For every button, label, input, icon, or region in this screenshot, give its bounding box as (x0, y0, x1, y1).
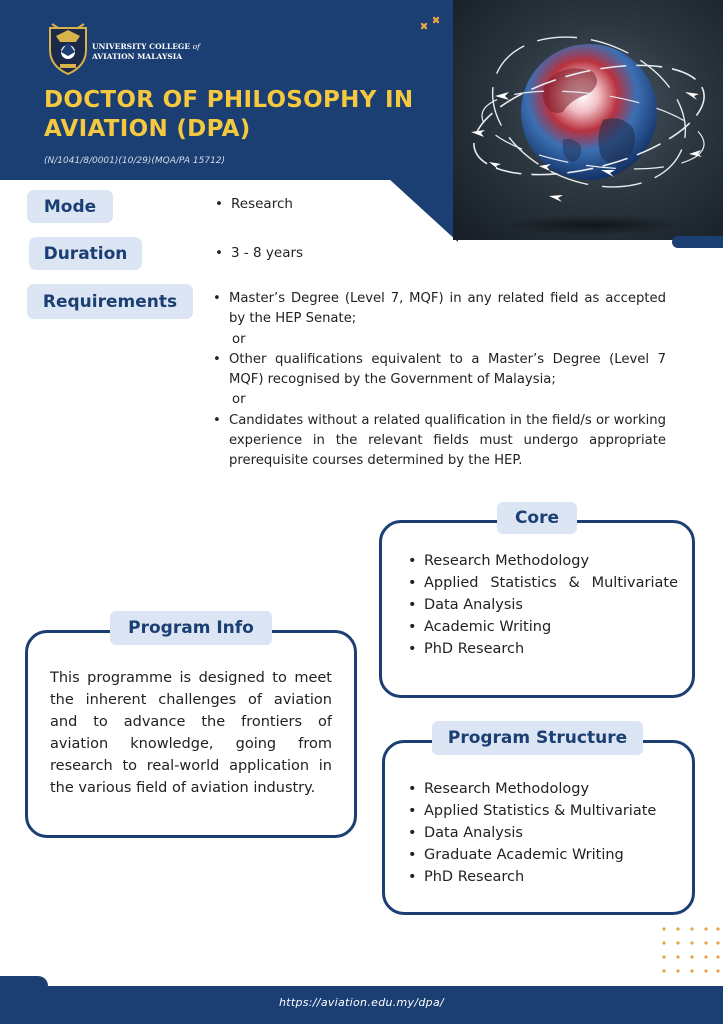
institution-name (92, 42, 232, 62)
program-info-title: Program Info (110, 611, 272, 645)
list-item: • 3 - 8 years (215, 245, 303, 261)
list-item: • PhD Research (408, 866, 688, 888)
list-item: • Other qualifications equivalent to a Master’s Degree (Level 7 MQF) recognised by the Government of Malaysia; (213, 350, 666, 391)
program-structure-title: Program Structure (432, 721, 643, 755)
title-line2: AVIATION (DPA) (44, 116, 251, 142)
institution-of: of (192, 42, 200, 51)
dot-grid-decoration (660, 925, 720, 975)
footer-url-link[interactable]: https://aviation.edu.my/dpa/ (278, 996, 444, 1009)
list-item: • Candidates without a related qualification in the field/s or working experience in the relevant fields must undergo appropriate prerequisite courses determined by the HEP. (213, 411, 666, 472)
program-info-text: This programme is designed to meet the inherent challenges of aviation and to advance the frontiers of aviation knowledge, going from research to real-world application in the various field of aviation industry. (50, 670, 332, 796)
requirements-label: Requirements (27, 284, 193, 319)
or-separator: or (232, 392, 246, 408)
list-item: • Research Methodology (408, 550, 678, 572)
list-item: • Research Methodology (408, 778, 688, 800)
or-separator: or (232, 331, 246, 347)
program-structure-list (408, 778, 688, 888)
crest-logo-icon (46, 22, 90, 76)
list-item: • Academic Writing (408, 616, 678, 638)
list-item: • Research (215, 196, 293, 212)
institution-line1: UNIVERSITY COLLEGE (92, 42, 191, 51)
header-diagonal-accent (388, 178, 458, 242)
list-item-continuation: • Data Analysis (408, 822, 688, 844)
duration-list (215, 245, 303, 261)
list-item: • Applied Statistics & Multivariate (408, 800, 688, 822)
page-title (44, 86, 444, 144)
core-title: Core (497, 502, 577, 534)
globe-image (453, 0, 723, 240)
sparkle-icon (418, 14, 444, 38)
list-item: • PhD Research (408, 638, 678, 660)
list-item-continuation: • Data Analysis (408, 594, 678, 616)
institution-line2: AVIATION MALAYSIA (92, 52, 183, 61)
requirements-list (213, 289, 666, 472)
mode-label: Mode (27, 190, 113, 223)
globe-airplanes-image (453, 0, 723, 240)
panel-tab-accent (672, 236, 723, 248)
list-item: • Applied Statistics & Multivariate (408, 572, 678, 594)
duration-label: Duration (29, 237, 142, 270)
list-item: • Master’s Degree (Level 7, MQF) in any related field as accepted by the HEP Senate; (213, 289, 666, 330)
reference-code: (N/1041/8/0001)(10/29)(MQA/PA 15712) (44, 156, 226, 166)
mode-list (215, 196, 293, 212)
title-line1: DOCTOR OF PHILOSOPHY IN (44, 87, 414, 113)
list-item: • Graduate Academic Writing (408, 844, 688, 866)
core-list (408, 550, 678, 660)
